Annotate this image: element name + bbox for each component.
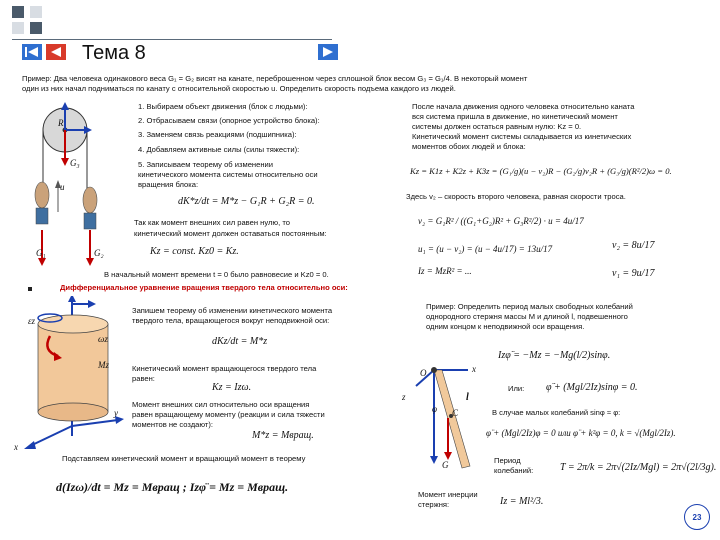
step-5b: кинетического момента системы относительно оси [138,170,318,179]
label-G1: G₁ [36,248,46,258]
prev-slide-nav-icon[interactable] [46,44,66,60]
right-top-line-2: вся система пришла в движение, но кинетический момент [412,112,618,121]
page-number: 23 [692,512,702,522]
equation-or: φ̈ + (Mgl/2Iz)sinφ = 0. [546,382,638,393]
step-2: 2. Отбрасываем связи (опорное устройство блока): [138,116,320,125]
equation-mz: M*z = Mвращ. [252,430,314,441]
label-G2: G₂ [94,248,104,258]
corner-square-dark [12,6,24,18]
section-kin-2: равен: [132,374,155,383]
label-l: l [466,392,469,403]
equation-inertia: Iz = Ml²/3. [500,496,544,507]
equation-kz-iz: Kz = Izω. [212,382,252,393]
problem-line-2: один из них начал подниматься по канату с относительной скоростью u. Определить скорость подъема каждого из людей. [22,84,456,93]
equation-dk: dKz/dt = M*z [212,336,268,347]
mid-line-2: кинетический момент должен оставаться постоянным: [134,229,327,238]
label-epsilon-z: εz [28,316,36,326]
label-R: R [58,118,64,128]
label-omega-z: ωz [98,334,108,344]
label-G3: G₃ [70,158,80,168]
first-slide-nav-icon[interactable] [22,44,42,60]
page-title: Тема 8 [82,42,146,64]
right-top-line-4: Кинетический момент системы складывается из кинетических [412,132,632,141]
mid-line-1: Так как момент внешних сил равен нулю, то [134,218,290,227]
step-5a: 5. Записываем теорему об изменении [138,160,274,169]
equation-pendulum: Izφ̈ = −Mz = −Mg(l/2)sinφ. [498,350,611,361]
page-number-badge [684,504,710,530]
label-G: G [442,460,449,470]
equation-full: Iz = MzR² = ... [418,266,472,276]
label-O: O [420,368,427,378]
corner-square-light [12,22,24,34]
section-subst: Подставляем кинетический момент и вращающий момент в теорему [62,454,306,463]
equation-linear: φ̈ + (Mgl/2Iz)φ = 0 или φ̈ + k²φ = 0, k = √(Mgl/2Iz). [486,428,676,438]
label-M-z: Mz [98,360,109,370]
label-C: C [452,408,459,418]
equation-v1: v₁ = 9u/17 [612,268,655,279]
section-mom-2: равен вращающему моменту (реакции и сила тяжести [132,410,325,419]
section-intro-2: твердого тела, вращающегося вокруг неподвижной оси: [132,316,330,325]
equation-v2b: v₂ = 8u/17 [612,240,655,251]
label-z-axis: z [402,392,406,402]
step-4: 4. Добавляем активные силы (силы тяжести): [138,145,300,154]
section-heading: Дифференциальное уравнение вращения твердого тела относительно оси: [60,283,348,292]
example2-period-2: колебаний: [494,466,534,475]
label-y-axis: y [114,408,118,418]
label-phi: φ [432,404,437,414]
corner-square-dark [30,22,42,34]
equation-v2: v₂ = G₁R² / ((G₁+G₂)R² + G₃R²/2) · u = 4u/17 [418,216,584,226]
equation-const: Kz = const. Kz0 = Kz. [150,246,239,257]
example2-line-3: одним концом к неподвижной оси вращения. [426,322,585,331]
label-u: u [60,182,65,192]
section-kin-1: Кинетический момент вращающегося твердого тела [132,364,317,373]
equation-period: T = 2π/k = 2π√(2Iz/Mgl) = 2π√(2l/3g). [560,462,717,473]
example2-line-1: Пример: Определить период малых свободных колебаний [426,302,633,311]
right-top-here: Здесь v₂ – скорость второго человека, равная скорости троса. [406,192,626,201]
equation-u1: u₁ = (u − v₂) = (u − 4u/17) = 13u/17 [418,244,553,254]
step-3: 3. Заменяем связь реакциями (подшипника): [138,130,297,139]
step-5c: вращения блока: [138,180,199,189]
mid-initial: В начальный момент времени t = 0 было равновесие и Kz0 = 0. [104,270,329,279]
section-intro-1: Запишем теорему об изменении кинетического момента [132,306,333,315]
right-top-line-1: После начала движения одного человека относительно каната [412,102,635,111]
equation-kz-sum: Kz = K1z + K2z + K3z = (G₁/g)(u − v₂)R − (G₂/g)v₂R + (G₃/g)(R²/2)ω = 0. [410,166,672,176]
corner-square-light [30,6,42,18]
example2-or: Или: [508,384,525,393]
right-top-line-5: моментов обоих людей и блока: [412,142,526,151]
pulley-diagram [20,100,135,270]
label-x-axis: x [14,442,18,452]
section-bullet [28,287,32,291]
right-top-line-3: системы должен остаться равным нулю: Kz = 0. [412,122,582,131]
next-slide-nav-icon[interactable] [318,44,338,60]
section-mom-3: моментов не создают): [132,420,214,429]
example2-inertia-2: стержня: [418,500,450,509]
label-x-axis-2: x [472,364,476,374]
example2-line-2: однородного стержня массы M и длиной l, подвешенного [426,312,628,321]
equation-rotation: d(Izω)/dt = Mz = Mвращ ; Izφ̈ = Mz = Mвращ. [56,480,289,494]
step-1: 1. Выбираем объект движения (блок с людьми): [138,102,308,111]
problem-line-1: Пример: Два человека одинакового веса G₁ = G₂ висят на канате, переброшенном через сплошной блок весом G₃ = G₁/4. В некоторый момент [22,74,528,83]
equation-theorem: dK*z/dt = M*z − G₁R + G₂R = 0. [178,196,315,207]
header-rule [12,39,332,40]
example2-small: В случае малых колебаний sinφ ≈ φ: [492,408,621,417]
example2-inertia-1: Момент инерции [418,490,478,499]
example2-period-1: Период [494,456,521,465]
section-mom-1: Момент внешних сил относительно оси вращения [132,400,310,409]
rotating-body-diagram [20,296,130,456]
